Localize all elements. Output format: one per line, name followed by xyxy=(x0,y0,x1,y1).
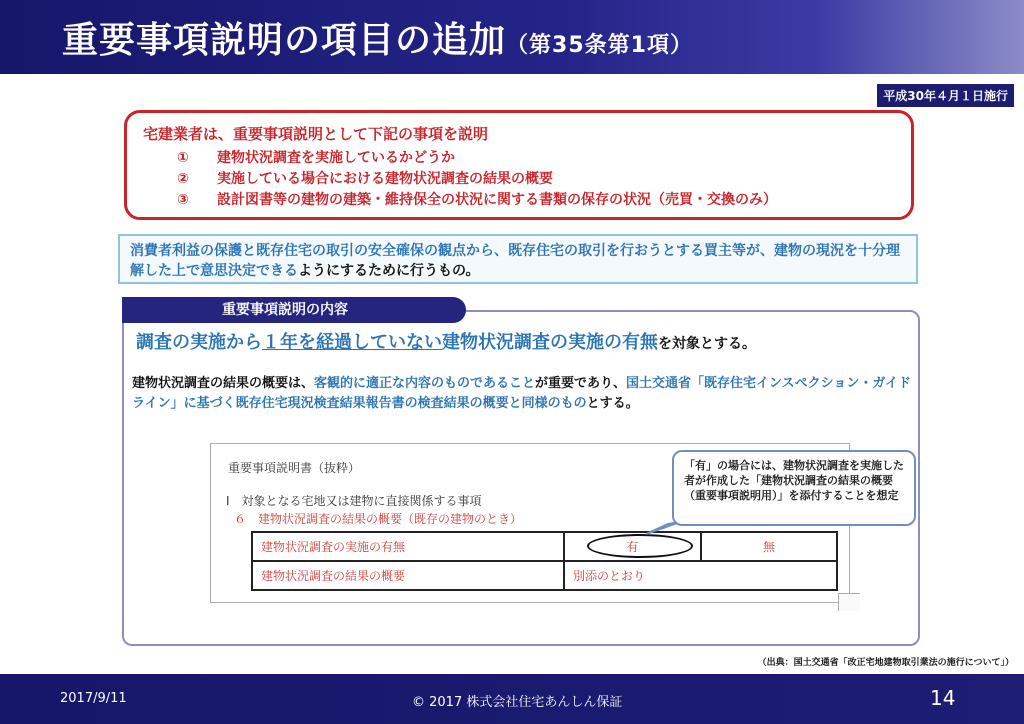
excerpt-title: 重要事項説明書（抜粋） xyxy=(228,461,361,475)
footer-date: 2017/9/11 xyxy=(60,691,127,706)
requirement-number: ② xyxy=(177,171,189,187)
excerpt-item-6: ６ 建物状況調査の結果の概要（既存の建物のとき） xyxy=(234,512,523,526)
footer-bar xyxy=(0,674,1024,724)
page-title-main: 重要事項説明の項目の追加 xyxy=(62,20,507,61)
footer-copyright: © 2017 株式会社住宅あんしん保証 xyxy=(412,695,623,710)
page-fold-corner xyxy=(838,593,860,611)
summary-text-c: が重要であり、 xyxy=(535,376,627,391)
summary-text-a: 建物状況調査の結果の概要は、 xyxy=(132,376,315,391)
purpose-box xyxy=(118,234,918,284)
purpose-text-highlight: 消費者利益の保護と既存住宅の取引の安全確保の観点から、既存住宅の取引を行おうとする買主等が、建物の現況を十分理解した上で意思決定できる xyxy=(130,243,900,279)
scope-statement xyxy=(136,328,756,354)
header-bar xyxy=(0,0,1024,74)
table-row xyxy=(252,532,837,561)
summary-text-e: とする。 xyxy=(586,396,639,411)
scope-text-c: 建物状況調査の実施の有無 xyxy=(442,332,658,353)
requirement-text: 設計図書等の建物の建築・維持保全の状況に関する書類の保存の状況（売買・交換のみ） xyxy=(217,192,777,208)
table-cell-value: 別添のとおり xyxy=(564,561,837,590)
excerpt-section-i: Ⅰ 対象となる宅地又は建物に直接関係する事項 xyxy=(226,494,482,508)
page-title xyxy=(62,12,693,63)
table-cell-no: 無 xyxy=(701,532,837,561)
requirement-item xyxy=(143,190,895,211)
summary-statement xyxy=(132,374,916,414)
requirement-number: ③ xyxy=(177,192,189,208)
callout-note: 「有」の場合には、建物状況調査を実施した者が作成した「建物状況調査の結果の概要（重要事項説明用）」を添付することを想定 xyxy=(672,450,916,526)
requirement-item xyxy=(143,169,895,190)
excerpt-table xyxy=(251,531,838,591)
section-tab-title: 重要事項説明の内容 xyxy=(122,297,466,323)
table-cell-yes: 有 xyxy=(564,532,701,561)
table-row xyxy=(252,561,837,590)
source-citation: （出典：国土交通省「改正宅地建物取引業法の施行について」） xyxy=(757,658,1014,668)
page-title-article: （第35条第1項） xyxy=(506,33,693,58)
requirement-number: ① xyxy=(177,150,189,166)
page-number: 14 xyxy=(930,686,956,710)
highlight-ellipse xyxy=(587,534,693,558)
scope-text-underlined: １年を経過していない xyxy=(262,332,442,353)
requirement-item xyxy=(143,148,895,169)
effective-date-badge: 平成30年４月１日施行 xyxy=(877,84,1014,107)
scope-text-a: 調査の実施から xyxy=(136,332,262,353)
summary-text-b: 客観的に適正な内容のものであること xyxy=(314,376,536,391)
requirements-lead: 宅建業者は、重要事項説明として下記の事項を説明 xyxy=(143,125,489,143)
table-cell-label: 建物状況調査の実施の有無 xyxy=(252,532,564,561)
requirements-box xyxy=(124,110,914,220)
requirement-text: 建物状況調査を実施しているかどうか xyxy=(217,150,455,166)
scope-text-tail: を対象とする。 xyxy=(658,336,756,352)
summary-text-d: 国土交通省「既存住宅インスペクション・ガイドライン」に基づく既存住宅現況検査結果報告書の検査結果の概要と同様のもの xyxy=(132,376,912,411)
purpose-text-tail: ようにするために行うもの。 xyxy=(298,263,480,279)
table-cell-label: 建物状況調査の結果の概要 xyxy=(252,561,564,590)
requirement-text: 実施している場合における建物状況調査の結果の概要 xyxy=(217,171,553,187)
